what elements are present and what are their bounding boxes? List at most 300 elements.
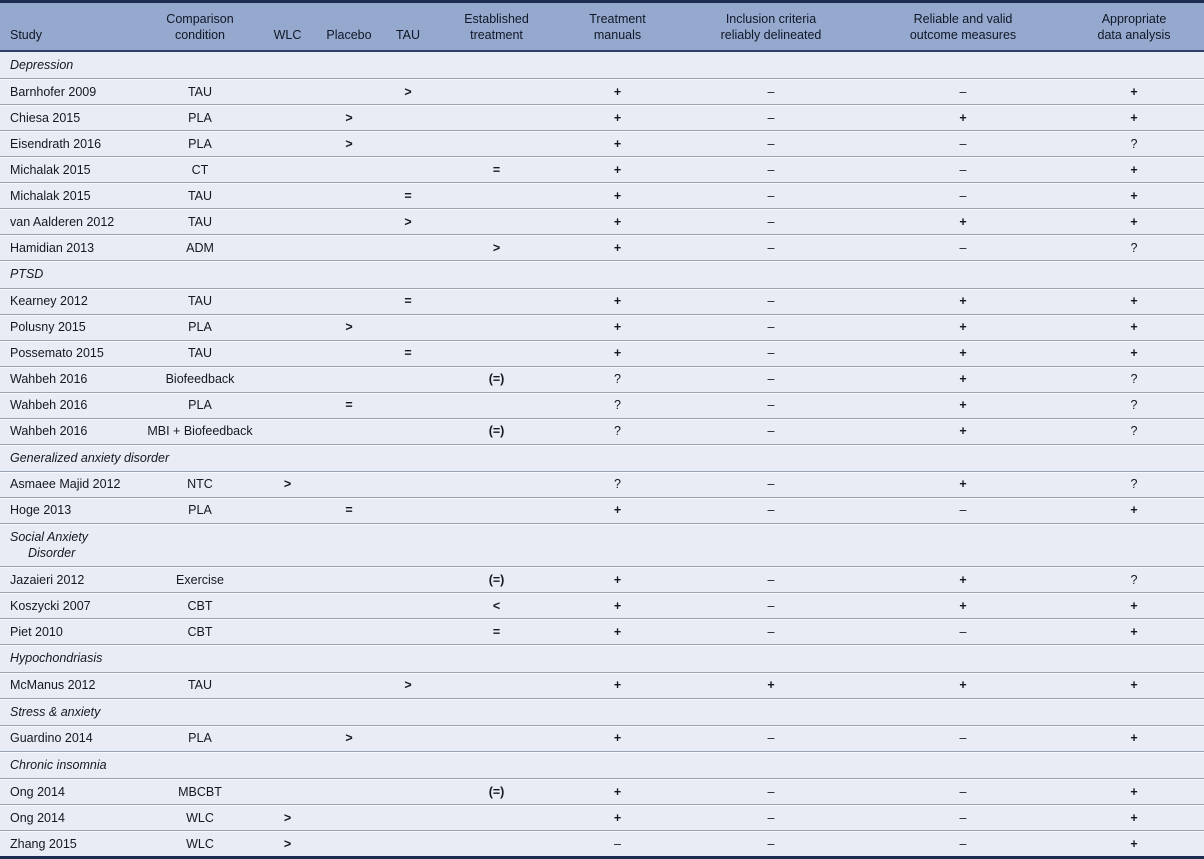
cell-tau — [378, 619, 438, 645]
cell-treatment-manuals: + — [555, 183, 680, 209]
cell-established-treatment — [438, 725, 555, 751]
cell-inclusion-criteria: – — [680, 725, 862, 751]
column-header-label: reliably delineated — [720, 28, 822, 42]
cell-treatment-manuals: – — [555, 831, 680, 858]
cell-outcome-measures: + — [862, 593, 1064, 619]
column-header-inclusion-criteria — [680, 2, 862, 52]
cell-placebo — [320, 183, 378, 209]
cell-placebo: > — [320, 131, 378, 157]
cell-treatment-manuals: ? — [555, 366, 680, 392]
cell-outcome-measures: + — [862, 314, 1064, 340]
cell-outcome-measures: – — [862, 619, 1064, 645]
cell-wlc — [255, 79, 320, 105]
study-name-cell: Wahbeh 2016 — [0, 418, 145, 444]
cell-treatment-manuals: + — [555, 314, 680, 340]
cell-treatment-manuals: + — [555, 105, 680, 131]
cell-treatment-manuals: + — [555, 567, 680, 593]
cell-established-treatment: (=) — [438, 567, 555, 593]
cell-established-treatment: (=) — [438, 418, 555, 444]
cell-placebo — [320, 779, 378, 805]
cell-inclusion-criteria: – — [680, 314, 862, 340]
cell-wlc — [255, 105, 320, 131]
cell-wlc — [255, 619, 320, 645]
cell-treatment-manuals: + — [555, 79, 680, 105]
section-row — [0, 261, 1204, 288]
cell-treatment-manuals: ? — [555, 418, 680, 444]
table-row — [0, 314, 1204, 340]
section-label-line: Chronic insomnia — [10, 757, 107, 772]
cell-placebo — [320, 235, 378, 261]
cell-data-analysis: + — [1064, 288, 1204, 314]
cell-data-analysis: ? — [1064, 131, 1204, 157]
cell-tau — [378, 314, 438, 340]
cell-treatment-manuals: + — [555, 593, 680, 619]
cell-tau: > — [378, 209, 438, 235]
cell-treatment-manuals: + — [555, 209, 680, 235]
cell-wlc — [255, 779, 320, 805]
table-row — [0, 209, 1204, 235]
cell-placebo — [320, 567, 378, 593]
cell-comparison-condition: PLA — [145, 131, 255, 157]
cell-placebo — [320, 471, 378, 497]
cell-data-analysis: + — [1064, 805, 1204, 831]
cell-wlc — [255, 288, 320, 314]
cell-tau — [378, 593, 438, 619]
cell-placebo — [320, 366, 378, 392]
cell-placebo: = — [320, 497, 378, 523]
study-name-cell: Hamidian 2013 — [0, 235, 145, 261]
cell-outcome-measures: + — [862, 392, 1064, 418]
cell-treatment-manuals: + — [555, 157, 680, 183]
study-name-cell: Possemato 2015 — [0, 340, 145, 366]
cell-placebo — [320, 288, 378, 314]
section-label — [0, 751, 1204, 778]
cell-established-treatment — [438, 340, 555, 366]
cell-established-treatment: (=) — [438, 779, 555, 805]
cell-treatment-manuals: + — [555, 235, 680, 261]
cell-placebo — [320, 209, 378, 235]
table-row — [0, 418, 1204, 444]
cell-data-analysis: + — [1064, 779, 1204, 805]
cell-treatment-manuals: ? — [555, 392, 680, 418]
cell-established-treatment — [438, 831, 555, 858]
cell-inclusion-criteria: – — [680, 79, 862, 105]
column-header-label: Inclusion criteria — [725, 12, 817, 26]
table-row — [0, 340, 1204, 366]
study-name-cell: Asmaee Majid 2012 — [0, 471, 145, 497]
cell-data-analysis: ? — [1064, 366, 1204, 392]
cell-established-treatment: < — [438, 593, 555, 619]
column-header-label: condition — [174, 28, 226, 42]
table-row — [0, 831, 1204, 858]
column-header-label: Appropriate — [1101, 12, 1167, 26]
cell-inclusion-criteria: – — [680, 183, 862, 209]
cell-tau — [378, 725, 438, 751]
cell-placebo: = — [320, 392, 378, 418]
cell-data-analysis: ? — [1064, 567, 1204, 593]
cell-wlc — [255, 672, 320, 698]
cell-comparison-condition: ADM — [145, 235, 255, 261]
column-header-label: Placebo — [326, 28, 372, 42]
table-header — [0, 2, 1204, 52]
cell-wlc — [255, 725, 320, 751]
cell-wlc — [255, 593, 320, 619]
cell-treatment-manuals: + — [555, 672, 680, 698]
column-header-label: treatment — [470, 28, 523, 42]
cell-comparison-condition: PLA — [145, 497, 255, 523]
column-header-label: WLC — [273, 28, 302, 42]
cell-treatment-manuals: + — [555, 779, 680, 805]
column-header-study — [0, 2, 145, 52]
study-name-cell: van Aalderen 2012 — [0, 209, 145, 235]
cell-inclusion-criteria: – — [680, 209, 862, 235]
cell-inclusion-criteria: + — [680, 672, 862, 698]
column-header-label: Reliable and valid — [913, 12, 1013, 26]
study-name-cell: Michalak 2015 — [0, 157, 145, 183]
cell-wlc — [255, 418, 320, 444]
cell-tau — [378, 105, 438, 131]
cell-tau — [378, 131, 438, 157]
cell-placebo — [320, 340, 378, 366]
cell-wlc — [255, 209, 320, 235]
cell-outcome-measures: – — [862, 831, 1064, 858]
cell-established-treatment — [438, 805, 555, 831]
cell-placebo — [320, 418, 378, 444]
cell-outcome-measures: – — [862, 183, 1064, 209]
table-row — [0, 105, 1204, 131]
cell-inclusion-criteria: – — [680, 779, 862, 805]
column-header-label: outcome measures — [909, 28, 1017, 42]
table-row — [0, 471, 1204, 497]
section-row — [0, 444, 1204, 471]
section-label — [0, 698, 1204, 725]
study-name-cell: McManus 2012 — [0, 672, 145, 698]
section-label-line: Hypochondriasis — [10, 651, 103, 666]
cell-established-treatment — [438, 288, 555, 314]
section-row — [0, 751, 1204, 778]
cell-established-treatment — [438, 209, 555, 235]
column-header-wlc — [255, 2, 320, 52]
cell-comparison-condition: PLA — [145, 725, 255, 751]
cell-outcome-measures: – — [862, 235, 1064, 261]
cell-comparison-condition: CT — [145, 157, 255, 183]
cell-data-analysis: + — [1064, 593, 1204, 619]
cell-outcome-measures: + — [862, 209, 1064, 235]
cell-data-analysis: + — [1064, 105, 1204, 131]
cell-wlc — [255, 497, 320, 523]
cell-wlc — [255, 392, 320, 418]
cell-placebo: > — [320, 105, 378, 131]
section-row — [0, 51, 1204, 79]
cell-comparison-condition: TAU — [145, 288, 255, 314]
column-header-label: Comparison — [166, 12, 234, 26]
header-row — [0, 2, 1204, 52]
table-row — [0, 672, 1204, 698]
cell-comparison-condition: Biofeedback — [145, 366, 255, 392]
cell-outcome-measures: + — [862, 105, 1064, 131]
cell-placebo: > — [320, 725, 378, 751]
cell-tau — [378, 805, 438, 831]
cell-wlc — [255, 183, 320, 209]
column-header-label: manuals — [593, 28, 642, 42]
section-label-line: Stress & anxiety — [10, 704, 101, 719]
study-name-cell: Guardino 2014 — [0, 725, 145, 751]
cell-placebo — [320, 157, 378, 183]
cell-outcome-measures: + — [862, 418, 1064, 444]
table-row — [0, 131, 1204, 157]
table-body — [0, 51, 1204, 858]
study-name-cell: Zhang 2015 — [0, 831, 145, 858]
cell-placebo — [320, 619, 378, 645]
cell-placebo — [320, 672, 378, 698]
section-label — [0, 523, 1204, 567]
section-label — [0, 645, 1204, 672]
table-row — [0, 593, 1204, 619]
column-header-comparison-condition — [145, 2, 255, 52]
cell-inclusion-criteria: – — [680, 805, 862, 831]
section-label-line: Disorder — [28, 546, 76, 560]
cell-established-treatment: > — [438, 235, 555, 261]
table-row — [0, 805, 1204, 831]
cell-placebo: > — [320, 314, 378, 340]
cell-data-analysis: ? — [1064, 392, 1204, 418]
cell-comparison-condition: NTC — [145, 471, 255, 497]
cell-tau — [378, 235, 438, 261]
cell-data-analysis: + — [1064, 619, 1204, 645]
cell-comparison-condition: CBT — [145, 619, 255, 645]
cell-comparison-condition: TAU — [145, 209, 255, 235]
cell-outcome-measures: + — [862, 366, 1064, 392]
cell-treatment-manuals: + — [555, 497, 680, 523]
section-label-line: Social Anxiety — [10, 529, 89, 544]
cell-established-treatment — [438, 392, 555, 418]
table-row — [0, 288, 1204, 314]
cell-treatment-manuals: + — [555, 619, 680, 645]
cell-established-treatment — [438, 79, 555, 105]
cell-placebo — [320, 593, 378, 619]
study-name-cell: Jazaieri 2012 — [0, 567, 145, 593]
cell-comparison-condition: TAU — [145, 672, 255, 698]
study-name-cell: Piet 2010 — [0, 619, 145, 645]
cell-data-analysis: ? — [1064, 471, 1204, 497]
cell-tau: = — [378, 340, 438, 366]
cell-wlc — [255, 340, 320, 366]
cell-established-treatment: = — [438, 157, 555, 183]
cell-placebo — [320, 79, 378, 105]
cell-comparison-condition: TAU — [145, 79, 255, 105]
study-name-cell: Ong 2014 — [0, 779, 145, 805]
table-row — [0, 183, 1204, 209]
column-header-label: Study — [10, 28, 42, 42]
cell-wlc — [255, 157, 320, 183]
study-name-cell: Ong 2014 — [0, 805, 145, 831]
cell-established-treatment: (=) — [438, 366, 555, 392]
cell-established-treatment — [438, 314, 555, 340]
table-row — [0, 392, 1204, 418]
table-row — [0, 567, 1204, 593]
cell-established-treatment — [438, 672, 555, 698]
cell-outcome-measures: – — [862, 805, 1064, 831]
cell-placebo — [320, 831, 378, 858]
cell-inclusion-criteria: – — [680, 131, 862, 157]
cell-inclusion-criteria: – — [680, 471, 862, 497]
cell-wlc: > — [255, 831, 320, 858]
study-name-cell: Barnhofer 2009 — [0, 79, 145, 105]
table-row — [0, 366, 1204, 392]
column-header-label: Treatment — [589, 12, 646, 26]
table-row — [0, 497, 1204, 523]
cell-data-analysis: ? — [1064, 235, 1204, 261]
study-name-cell: Koszycki 2007 — [0, 593, 145, 619]
cell-tau — [378, 366, 438, 392]
cell-tau — [378, 418, 438, 444]
cell-established-treatment — [438, 497, 555, 523]
cell-treatment-manuals: + — [555, 725, 680, 751]
cell-comparison-condition: WLC — [145, 831, 255, 858]
cell-outcome-measures: + — [862, 567, 1064, 593]
cell-inclusion-criteria: – — [680, 105, 862, 131]
column-header-tau — [378, 2, 438, 52]
cell-established-treatment — [438, 183, 555, 209]
cell-outcome-measures: – — [862, 157, 1064, 183]
column-header-label: TAU — [395, 28, 421, 42]
cell-inclusion-criteria: – — [680, 392, 862, 418]
cell-inclusion-criteria: – — [680, 831, 862, 858]
column-header-label: Established — [464, 12, 529, 26]
cell-tau — [378, 567, 438, 593]
cell-data-analysis: + — [1064, 183, 1204, 209]
cell-wlc — [255, 314, 320, 340]
cell-established-treatment: = — [438, 619, 555, 645]
table-row — [0, 235, 1204, 261]
cell-treatment-manuals: + — [555, 340, 680, 366]
cell-comparison-condition: PLA — [145, 314, 255, 340]
cell-data-analysis: + — [1064, 314, 1204, 340]
section-row — [0, 523, 1204, 567]
cell-data-analysis: + — [1064, 209, 1204, 235]
cell-data-analysis: + — [1064, 340, 1204, 366]
cell-tau — [378, 471, 438, 497]
cell-treatment-manuals: + — [555, 805, 680, 831]
study-name-cell: Hoge 2013 — [0, 497, 145, 523]
column-header-label: data analysis — [1097, 28, 1171, 42]
cell-treatment-manuals: ? — [555, 471, 680, 497]
cell-comparison-condition: MBCBT — [145, 779, 255, 805]
cell-wlc — [255, 567, 320, 593]
cell-inclusion-criteria: – — [680, 288, 862, 314]
cell-data-analysis: ? — [1064, 418, 1204, 444]
cell-data-analysis: + — [1064, 157, 1204, 183]
column-header-established-treatment — [438, 2, 555, 52]
cell-tau: > — [378, 79, 438, 105]
study-name-cell: Polusny 2015 — [0, 314, 145, 340]
cell-comparison-condition: CBT — [145, 593, 255, 619]
section-label — [0, 444, 1204, 471]
cell-wlc: > — [255, 805, 320, 831]
section-row — [0, 698, 1204, 725]
study-name-cell: Chiesa 2015 — [0, 105, 145, 131]
table-row — [0, 157, 1204, 183]
cell-data-analysis: + — [1064, 672, 1204, 698]
cell-outcome-measures: + — [862, 471, 1064, 497]
study-name-cell: Wahbeh 2016 — [0, 366, 145, 392]
cell-inclusion-criteria: – — [680, 340, 862, 366]
cell-inclusion-criteria: – — [680, 366, 862, 392]
cell-inclusion-criteria: – — [680, 497, 862, 523]
cell-comparison-condition: TAU — [145, 183, 255, 209]
table-row — [0, 725, 1204, 751]
cell-outcome-measures: – — [862, 131, 1064, 157]
section-label-line: Generalized anxiety disorder — [10, 450, 170, 465]
cell-comparison-condition: Exercise — [145, 567, 255, 593]
study-name-cell: Michalak 2015 — [0, 183, 145, 209]
cell-tau — [378, 779, 438, 805]
cell-established-treatment — [438, 471, 555, 497]
cell-inclusion-criteria: – — [680, 235, 862, 261]
cell-treatment-manuals: + — [555, 288, 680, 314]
cell-wlc — [255, 366, 320, 392]
column-header-data-analysis — [1064, 2, 1204, 52]
cell-tau — [378, 157, 438, 183]
cell-tau — [378, 497, 438, 523]
cell-inclusion-criteria: – — [680, 619, 862, 645]
cell-outcome-measures: + — [862, 340, 1064, 366]
column-header-treatment-manuals — [555, 2, 680, 52]
cell-data-analysis: + — [1064, 497, 1204, 523]
cell-wlc — [255, 235, 320, 261]
cell-outcome-measures: – — [862, 779, 1064, 805]
cell-inclusion-criteria: – — [680, 593, 862, 619]
section-label — [0, 261, 1204, 288]
cell-tau: > — [378, 672, 438, 698]
table-row — [0, 779, 1204, 805]
section-label-line: Depression — [10, 58, 74, 72]
cell-comparison-condition: PLA — [145, 392, 255, 418]
cell-comparison-condition: PLA — [145, 105, 255, 131]
cell-tau: = — [378, 183, 438, 209]
cell-data-analysis: + — [1064, 79, 1204, 105]
cell-outcome-measures: + — [862, 672, 1064, 698]
cell-wlc — [255, 131, 320, 157]
cell-comparison-condition: TAU — [145, 340, 255, 366]
study-name-cell: Eisendrath 2016 — [0, 131, 145, 157]
cell-wlc: > — [255, 471, 320, 497]
cell-established-treatment — [438, 105, 555, 131]
section-label — [0, 51, 1204, 79]
cell-data-analysis: + — [1064, 725, 1204, 751]
table-row — [0, 619, 1204, 645]
study-name-cell: Kearney 2012 — [0, 288, 145, 314]
table-row — [0, 79, 1204, 105]
cell-outcome-measures: + — [862, 288, 1064, 314]
cell-tau — [378, 392, 438, 418]
cell-placebo — [320, 805, 378, 831]
section-label-line: PTSD — [10, 267, 44, 282]
cell-outcome-measures: – — [862, 725, 1064, 751]
cell-established-treatment — [438, 131, 555, 157]
study-name-cell: Wahbeh 2016 — [0, 392, 145, 418]
cell-data-analysis: + — [1064, 831, 1204, 858]
cell-treatment-manuals: + — [555, 131, 680, 157]
cell-comparison-condition: MBI + Biofeedback — [145, 418, 255, 444]
column-header-outcome-measures — [862, 2, 1064, 52]
cell-tau: = — [378, 288, 438, 314]
cell-inclusion-criteria: – — [680, 567, 862, 593]
cell-tau — [378, 831, 438, 858]
cell-inclusion-criteria: – — [680, 157, 862, 183]
cell-outcome-measures: – — [862, 79, 1064, 105]
section-row — [0, 645, 1204, 672]
